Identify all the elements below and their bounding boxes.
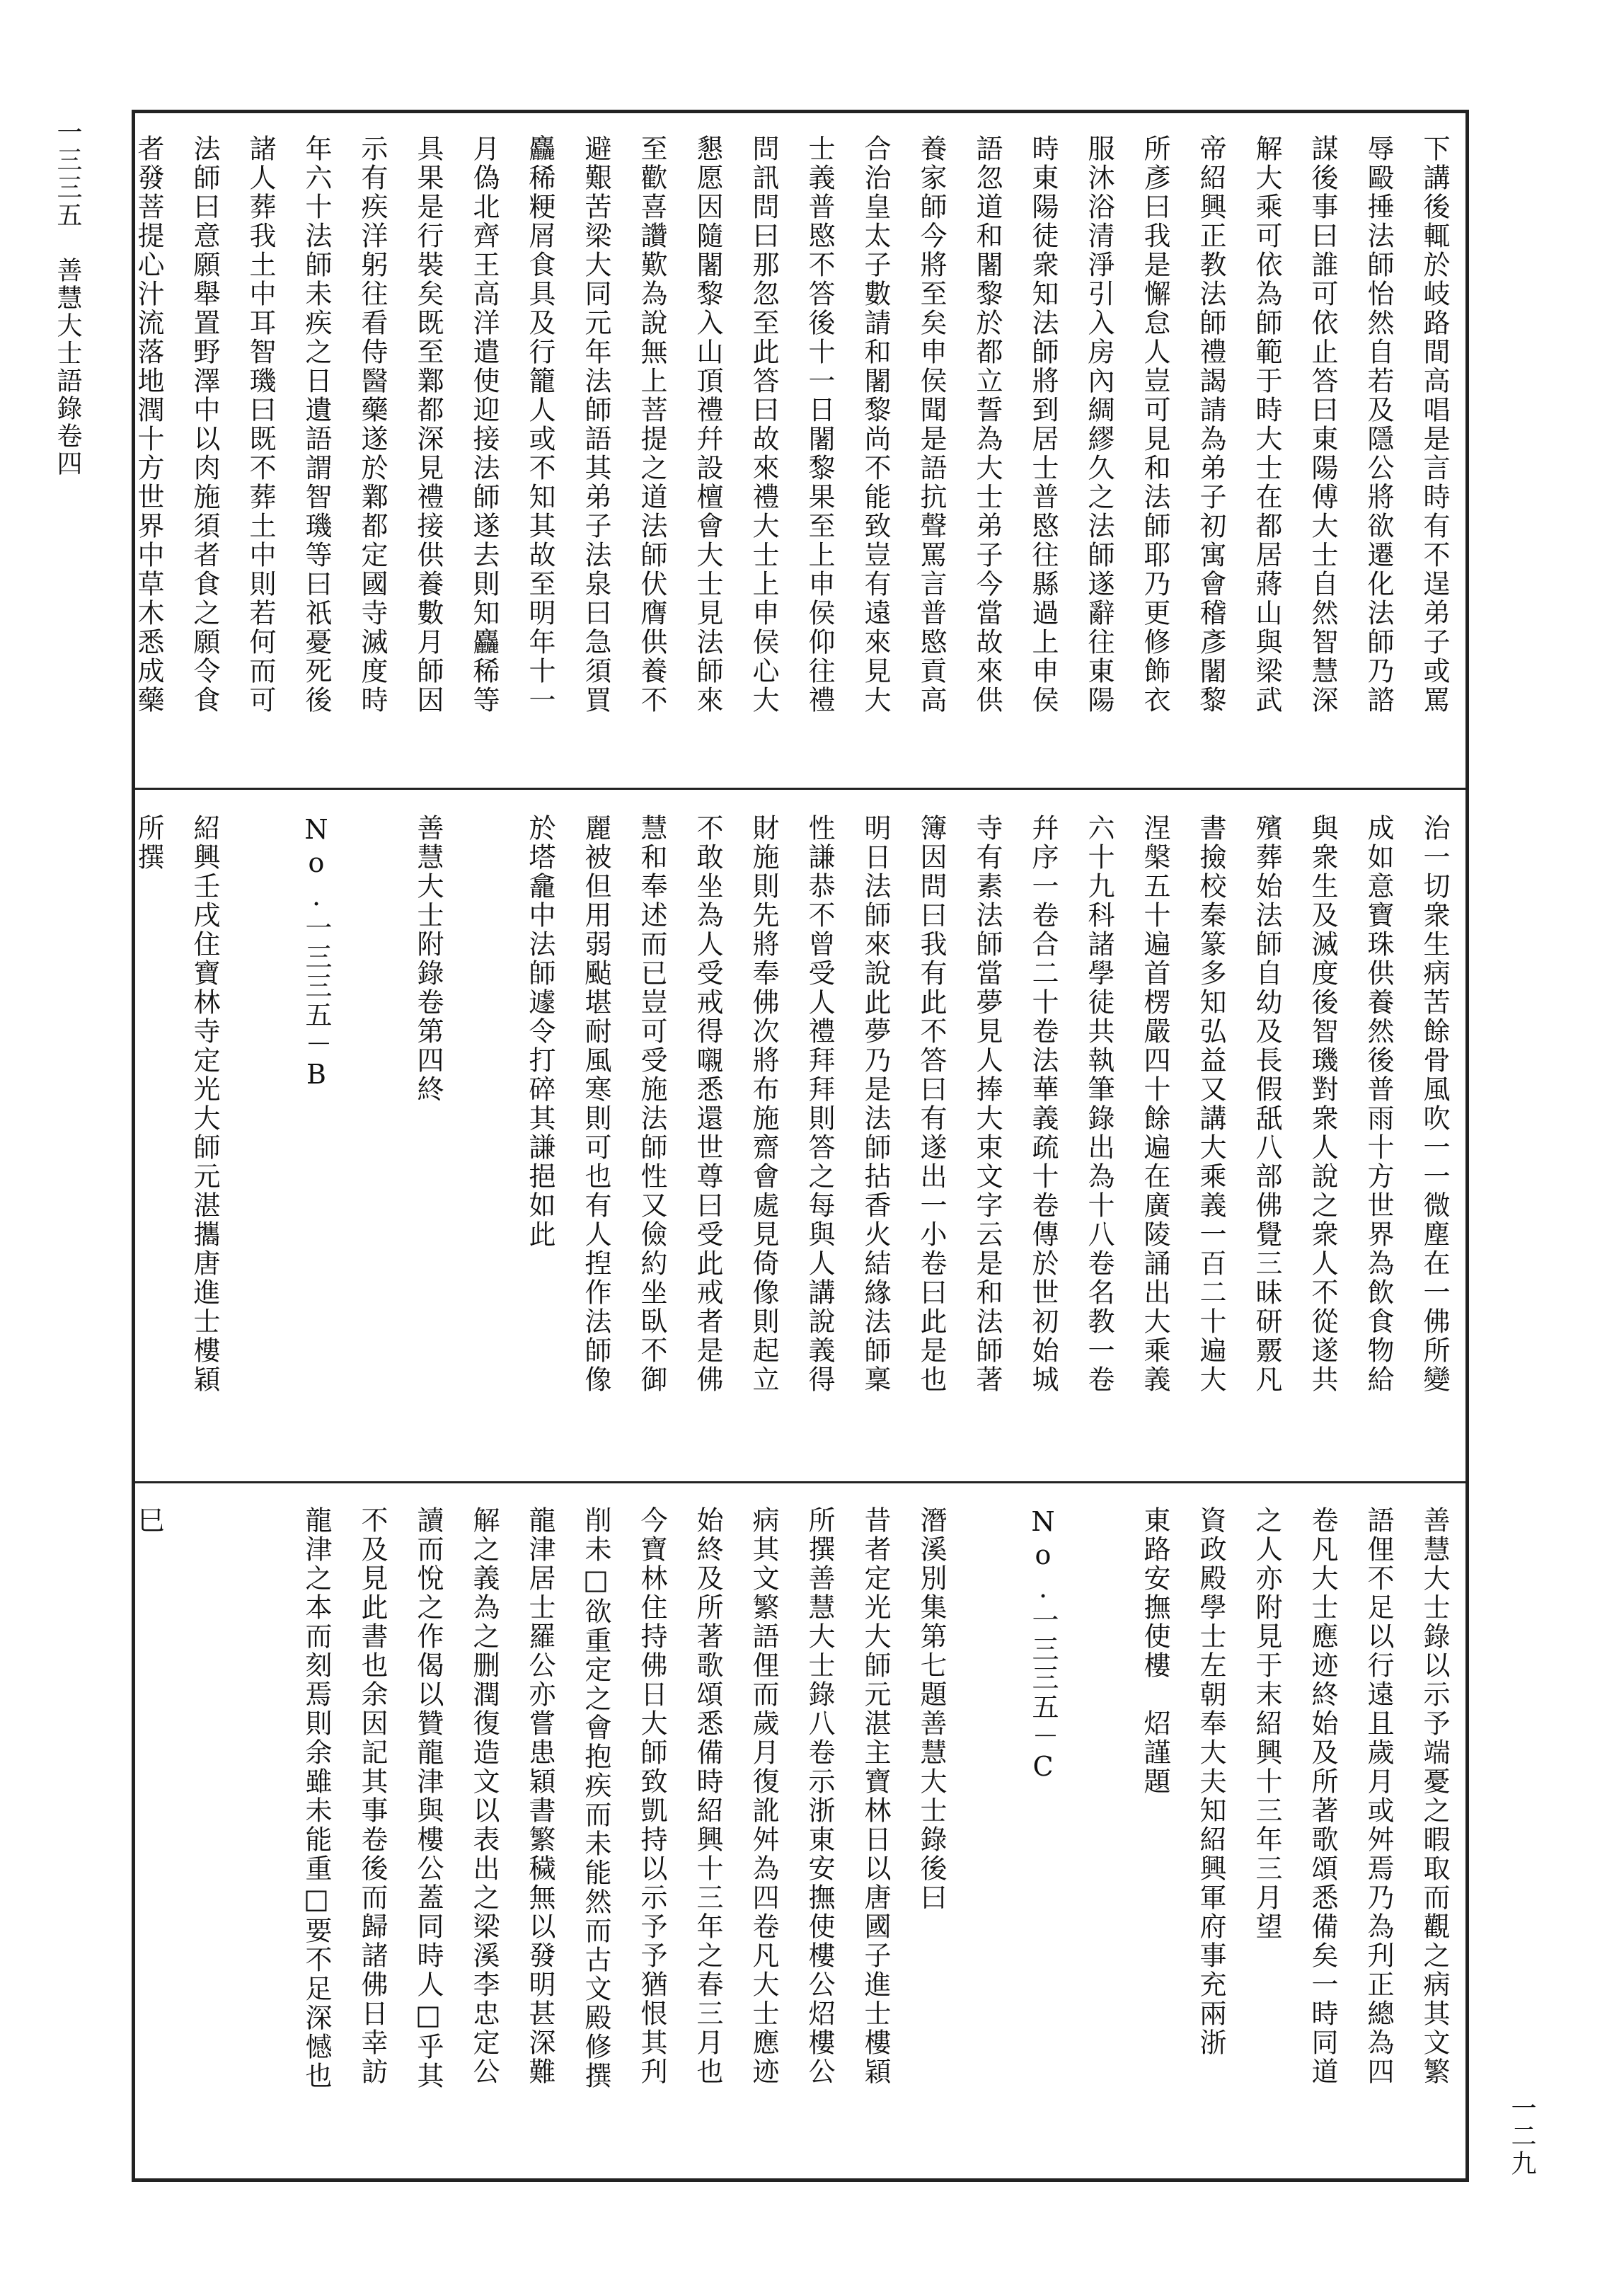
text-column: 與衆生及滅度後智璣對衆人說之衆人不從遂共 <box>1307 814 1338 1394</box>
text-column: 士義普愍不答後十一日闍黎果至上申侯仰往禮 <box>804 134 835 715</box>
text-column: 不及見此書也余因記其事卷後而歸諸佛日幸訪 <box>357 1506 388 2086</box>
text-column: 問訊問曰那忽至此答曰故來禮大士上申侯心大 <box>748 134 779 715</box>
text-column: 辱毆捶法師怡然自若及隱公將欲遷化法師乃諮 <box>1363 134 1394 715</box>
text-column: 法師曰意願舉置野澤中以肉施須者食之願令食 <box>189 134 220 715</box>
text-column: 年六十法師未疾之日遺語謂智璣等曰祇憂死後 <box>301 134 332 715</box>
text-column: 成如意寶珠供養然後普雨十方世界為飲食物給 <box>1363 814 1394 1394</box>
text-column: 於塔龕中法師遽令打碎其謙挹如此 <box>524 814 555 1249</box>
text-column: No.一三三五－B <box>301 814 332 1092</box>
text-column: 不敢坐為人受戒得嚫悉還世尊曰受此戒者是佛 <box>692 814 723 1394</box>
text-column: 龍津居士羅公亦嘗患穎書繁穢無以發明甚深難 <box>524 1506 555 2086</box>
text-column: 昔者定光大師元湛主寶林日以唐國子進士樓穎 <box>860 1506 891 2086</box>
running-head: 一三三五 善慧大士語錄卷四 <box>53 119 82 478</box>
text-column: 養家師今將至矣申侯聞是語抗聲罵言普愍貢高 <box>916 134 947 715</box>
text-column: 者發菩提心汁流落地潤十方世界中草木悉成藥 <box>133 134 164 715</box>
register-divider-2 <box>132 1481 1469 1483</box>
text-column: 殯葬始法師自幼及長假舐八部佛覺三昧研覈凡 <box>1251 814 1282 1394</box>
text-column: 東路安撫使樓 炤謹題 <box>1139 1506 1170 1796</box>
text-column: 月偽北齊王高洋遣使迎接法師遂去則知麤稀等 <box>468 134 500 715</box>
text-column: 紹興壬戌住寶林寺定光大師元湛攜唐進士樓穎 <box>189 814 220 1394</box>
text-column: 明日法師來說此夢乃是法師拈香火結緣法師稟 <box>860 814 891 1394</box>
text-column: 所彥曰我是懈怠人豈可見和法師耶乃更修飾衣 <box>1139 134 1170 715</box>
text-column: 六十九科諸學徒共執筆錄出為十八卷名教一卷 <box>1083 814 1115 1394</box>
text-column: 示有疾洋躬往看侍醫藥遂於鄴都定國寺滅度時 <box>357 134 388 715</box>
text-column: 麤稀粳屑食具及行籠人或不知其故至明年十一 <box>524 134 555 715</box>
text-column: 語俚不足以行遠且歲月或舛焉乃為刋正總為四 <box>1363 1506 1394 2086</box>
text-column: 潛溪別集第七題善慧大士錄後曰 <box>916 1506 947 1912</box>
text-column: 之人亦附見于末紹興十三年三月望 <box>1251 1506 1282 1941</box>
text-column: 書撿校秦篆多知弘益又講大乘義一百二十遍大 <box>1195 814 1226 1394</box>
text-column: 性謙恭不曾受人禮拜拜則答之每與人講說義得 <box>804 814 835 1394</box>
text-column: 謀後事曰誰可依止答曰東陽傅大士自然智慧深 <box>1307 134 1338 715</box>
page-number: 一二九 <box>1507 2095 1536 2178</box>
text-column: 資政殿學士左朝奉大夫知紹興軍府事充兩浙 <box>1195 1506 1226 2057</box>
text-column: 幷序一卷合二十卷法華義疏十卷傳於世初始城 <box>1027 814 1059 1394</box>
text-column: 至歡喜讚歎為說無上菩提之道法師伏膺供養不 <box>636 134 667 715</box>
text-column: 寺有素法師當夢見人捧大束文字云是和法師著 <box>972 814 1003 1394</box>
text-column: 具果是行裝矣既至鄴都深見禮接供養數月師因 <box>413 134 444 715</box>
text-column: No.一三三五－C <box>1027 1506 1059 1784</box>
text-column: 涅槃五十遍首楞嚴四十餘遍在廣陵誦出大乘義 <box>1139 814 1170 1394</box>
register-divider-1 <box>132 788 1469 790</box>
text-column: 時東陽徒衆知法師將到居士普愍往縣過上申侯 <box>1027 134 1059 715</box>
text-column: 服沐浴清淨引入房內綢繆久之法師遂辭往東陽 <box>1083 134 1115 715</box>
text-column: 龍津之本而刻焉則余雖未能重□要不足深憾也 <box>301 1506 332 2091</box>
text-column: 語忽道和闍黎於都立誓為大士弟子今當故來供 <box>972 134 1003 715</box>
text-column: 善慧大士錄以示予端憂之暇取而觀之病其文繁 <box>1419 1506 1450 2086</box>
text-column: 解大乘可依為師範于時大士在都居蔣山與梁武 <box>1251 134 1282 715</box>
text-column: 慧和奉述而已豈可受施法師性又儉約坐臥不御 <box>636 814 667 1394</box>
text-column: 合治皇太子數請和闍黎尚不能致豈有遠來見大 <box>860 134 891 715</box>
text-column: 巳 <box>133 1506 164 1535</box>
text-column: 削未□欲重定之會抱疾而未能然而古文殿修撰 <box>580 1506 611 2091</box>
text-column: 麗被但用弱颭堪耐風寒則可也有人揑作法師像 <box>580 814 611 1394</box>
text-column: 財施則先將奉佛次將布施齋會處見倚像則起立 <box>748 814 779 1394</box>
text-column: 避艱苦梁大同元年法師語其弟子法泉曰急須買 <box>580 134 611 715</box>
text-column: 病其文繁語俚而歲月復訛舛為四卷凡大士應迹 <box>748 1506 779 2086</box>
text-column: 始終及所著歌頌悉備時紹興十三年之春三月也 <box>692 1506 723 2086</box>
text-column: 卷凡大士應迹終始及所著歌頌悉備矣一時同道 <box>1307 1506 1338 2086</box>
text-column: 讀而悅之作偈以贊龍津與樓公蓋同時人□乎其 <box>413 1506 444 2091</box>
text-column: 解之義為之删潤復造文以表出之梁溪李忠定公 <box>468 1506 500 2086</box>
text-column: 善慧大士附錄卷第四終 <box>413 814 444 1104</box>
text-column: 所撰 <box>133 814 164 872</box>
text-column: 諸人葬我土中耳智璣曰既不葬土中則若何而可 <box>245 134 276 715</box>
text-column: 帝紹興正教法師禮謁請為弟子初寓會稽彥闍黎 <box>1195 134 1226 715</box>
text-column: 治一切衆生病苦餘骨風吹一一微塵在一佛所變 <box>1419 814 1450 1394</box>
text-column: 今寶林住持佛日大師致凱持以示予予猶恨其刋 <box>636 1506 667 2086</box>
text-column: 下講後輒於岐路間高唱是言時有不逞弟子或罵 <box>1419 134 1450 715</box>
text-column: 簿因問曰我有此不答曰有遂出一小卷曰此是也 <box>916 814 947 1394</box>
text-column: 懇愿因隨闍黎入山頂禮幷設檀會大士見法師來 <box>692 134 723 715</box>
text-column: 所撰善慧大士錄八卷示浙東安撫使樓公炤樓公 <box>804 1506 835 2086</box>
